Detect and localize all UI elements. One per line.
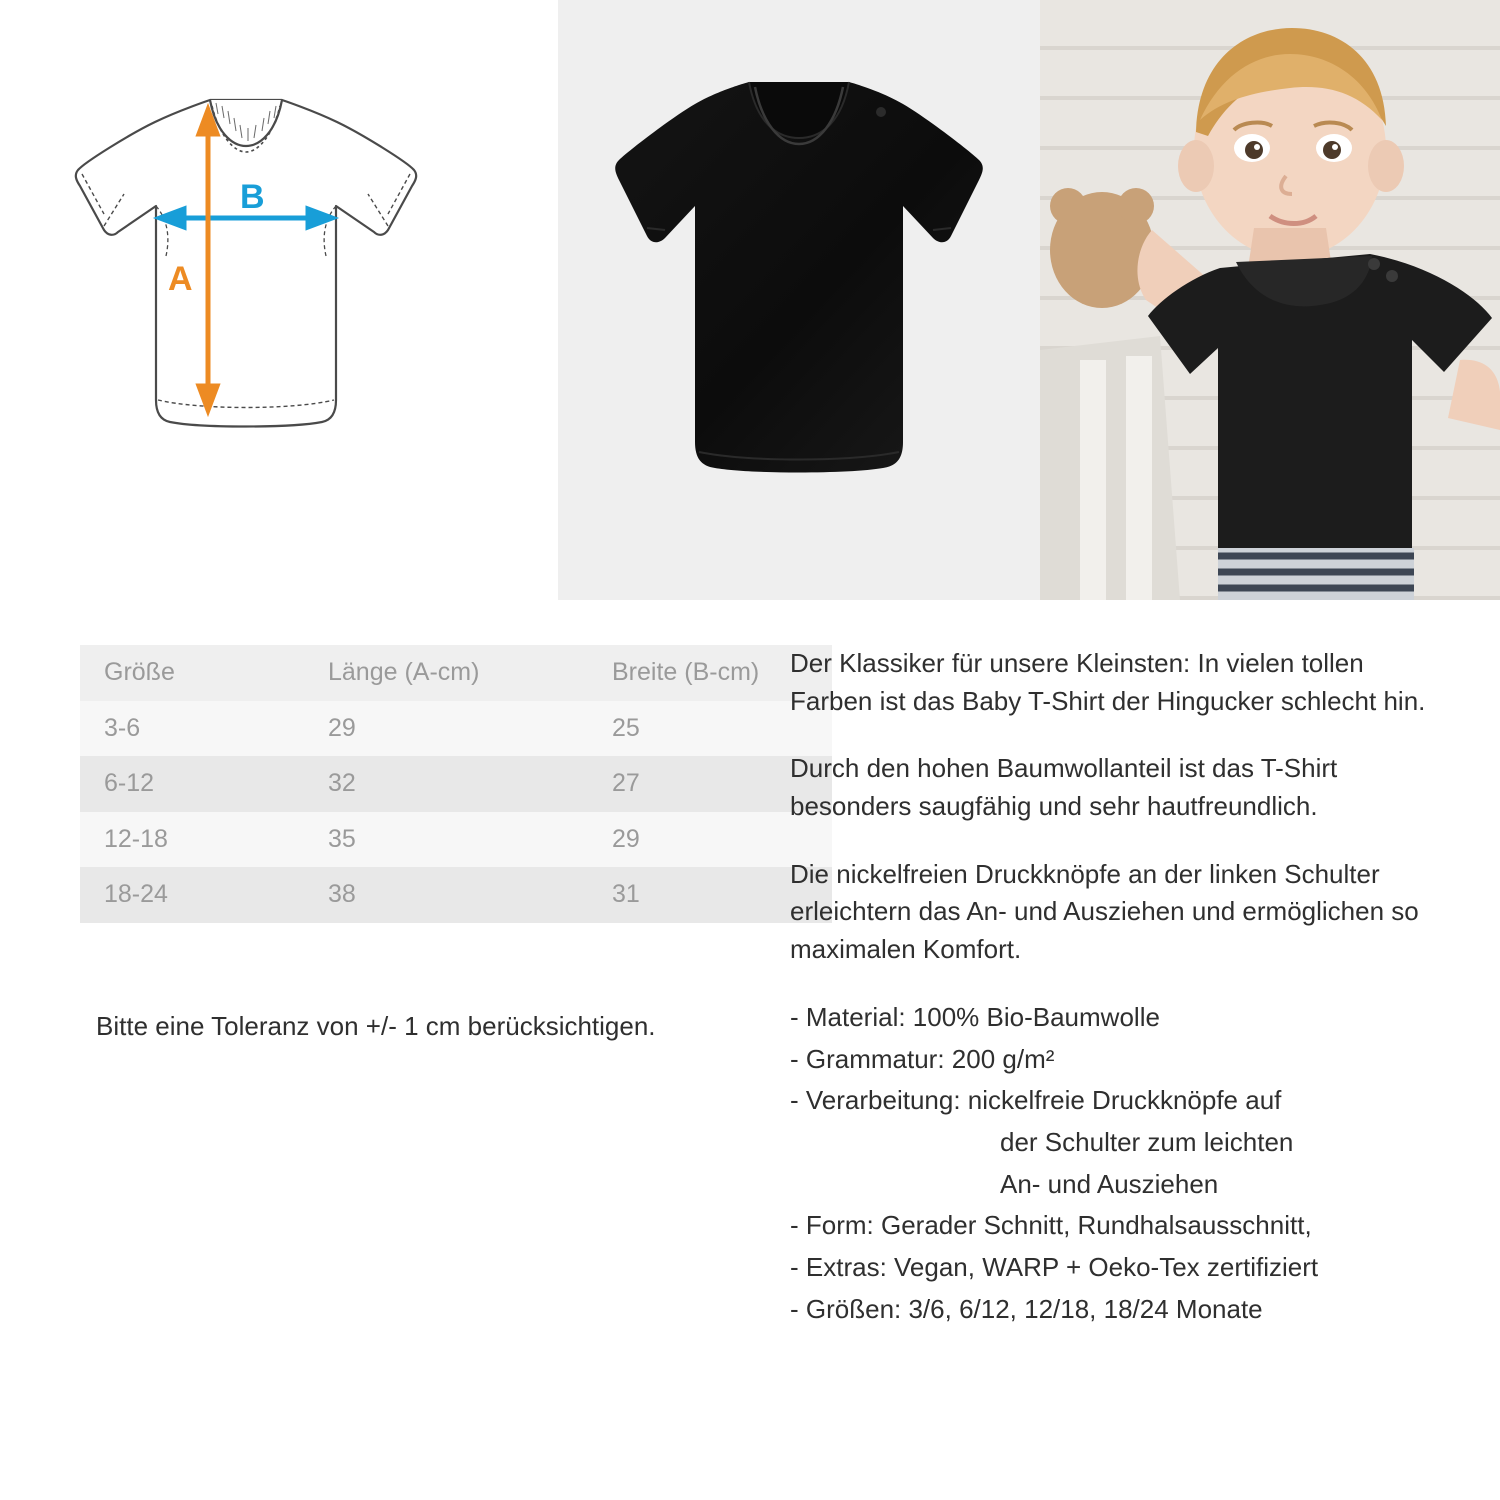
description-paragraph-3: Die nickelfreien Druckknöpfe an der linken Schulter erleichtern das An- und Ausziehen und ermöglichen so maximalen Komfort.	[790, 858, 1419, 965]
cell-width: 25	[612, 713, 640, 742]
cell-width: 29	[612, 824, 640, 853]
spec-list	[790, 999, 1445, 1329]
cell-length: 29	[328, 713, 356, 742]
cell-size: 12-18	[104, 824, 168, 853]
tshirt-measurement-icon	[60, 70, 480, 490]
tolerance-note: Bitte eine Toleranz von +/- 1 cm berücksichtigen.	[96, 1010, 656, 1041]
table-header-row	[80, 645, 832, 701]
cell-length: 32	[328, 769, 356, 797]
cell-length: 38	[328, 880, 356, 908]
table-row	[80, 701, 832, 757]
spec-extras: - Extras: Vegan, WARP + Oeko-Tex zertifiziert	[790, 1251, 1319, 1282]
cell-size: 6-12	[104, 769, 155, 797]
lifestyle-photo-panel	[1040, 0, 1500, 600]
measurement-diagram-panel	[0, 0, 558, 600]
header-length: Länge (A-cm)	[328, 658, 480, 686]
size-table-column	[0, 645, 790, 1332]
size-table-head	[80, 645, 832, 701]
spec-material: - Material: 100% Bio-Baumwolle	[790, 1001, 1160, 1032]
cell-width: 31	[612, 880, 640, 908]
diagram-label-a: A	[168, 260, 193, 298]
description-paragraph-1: Der Klassiker für unsere Kleinsten: In vielen tollen Farben ist das Baby T-Shirt der Hingucker schlecht hin.	[790, 648, 1426, 716]
cell-length: 35	[328, 824, 356, 853]
header-size: Größe	[104, 658, 175, 686]
spec-form: - Form: Gerader Schnitt, Rundhalsausschnitt,	[790, 1210, 1312, 1241]
spec-grammatur: - Grammatur: 200 g/m²	[790, 1043, 1055, 1074]
description-column	[790, 645, 1500, 1332]
table-row	[80, 867, 832, 923]
black-tshirt-product-image	[599, 60, 999, 500]
table-row	[80, 812, 832, 868]
size-table-body	[80, 701, 832, 923]
spec-verarbeitung: - Verarbeitung: nickelfreie Druckknöpfe auf	[790, 1085, 1282, 1116]
table-row	[80, 756, 832, 812]
spec-groessen: - Größen: 3/6, 6/12, 12/18, 18/24 Monate	[790, 1293, 1263, 1324]
image-row	[0, 0, 1500, 600]
cell-width: 27	[612, 769, 640, 797]
diagram-label-b: B	[240, 178, 265, 216]
content-row	[0, 600, 1500, 1332]
description-paragraph-2: Durch den hohen Baumwollanteil ist das T-Shirt besonders saugfähig und sehr hautfreundlich.	[790, 753, 1338, 822]
header-width: Breite (B-cm)	[612, 658, 760, 686]
cell-size: 3-6	[104, 713, 141, 742]
product-image-panel	[558, 0, 1040, 600]
cell-size: 18-24	[104, 880, 168, 908]
spec-verarbeitung-line2: der Schulter zum leichten	[1000, 1126, 1294, 1157]
baby-wearing-tshirt-photo	[1040, 0, 1500, 600]
spec-verarbeitung-line3: An- und Ausziehen	[1000, 1168, 1219, 1199]
size-table	[80, 645, 832, 923]
